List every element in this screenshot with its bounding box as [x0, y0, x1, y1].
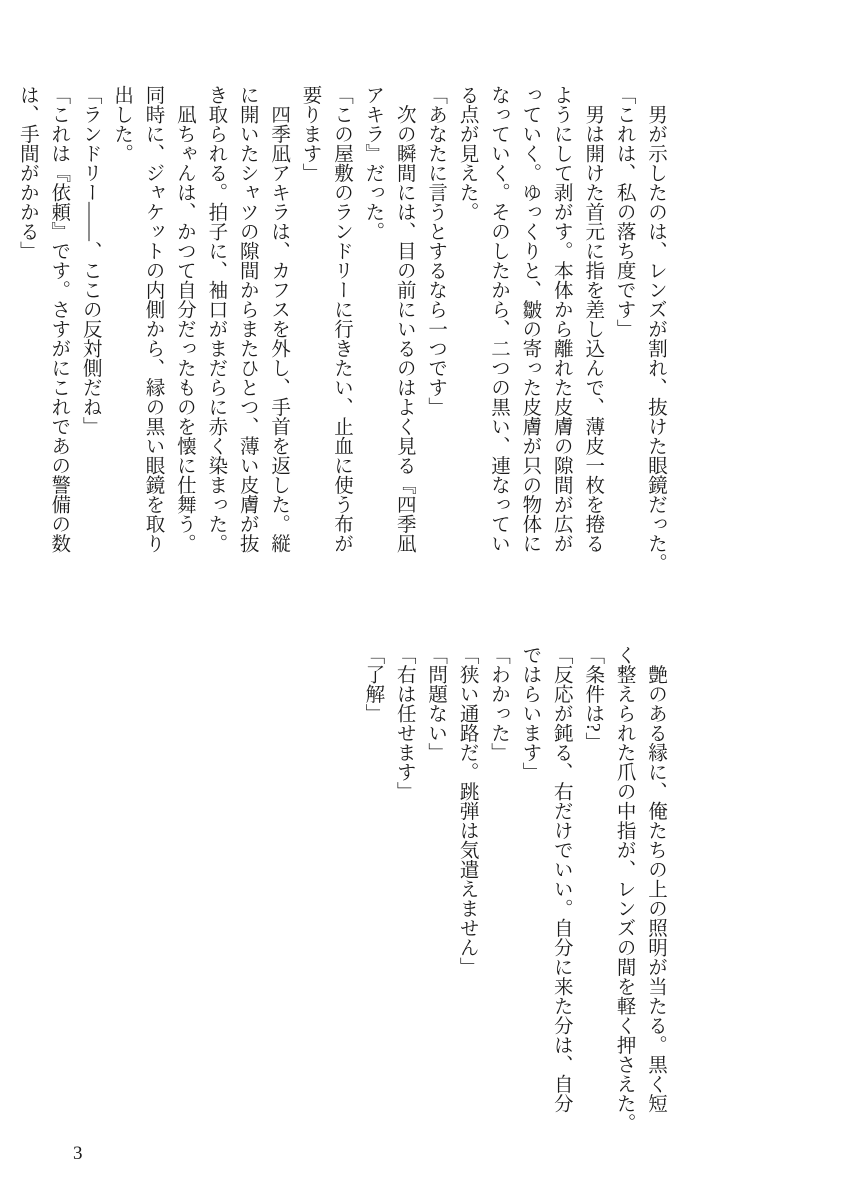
text-line: 「ランドリー――、ここの反対側だね」 — [79, 85, 101, 436]
text-line: 次の瞬間には、目の前にいるのはよく見る『四季凪 — [393, 85, 415, 553]
text-line: は、手間がかかる」 — [16, 85, 38, 261]
text-line: 「狭い通路だ。跳弾は気遣えません」 — [456, 645, 478, 977]
text-line: 男が示したのは、レンズが割れ、抜けた眼鏡だった。 — [645, 85, 666, 573]
text-line: 要ります」 — [299, 85, 321, 183]
text-line: ようにして剥がす。本体から離れた皮膚の隙間が広が — [550, 85, 572, 553]
text-line: 「了解」 — [362, 645, 384, 723]
text-line: 「問題ない」 — [425, 645, 447, 762]
text-line: 男は開けた首元に指を差し込んで、薄皮一枚を捲る — [582, 85, 604, 553]
text-line: アキラ』だった。 — [362, 85, 384, 241]
text-line: なっていく。そのしたから、二つの黒い、連なってい — [487, 85, 509, 553]
text-line: る点が見えた。 — [456, 85, 478, 222]
text-line: 「右は任せます」 — [393, 645, 415, 801]
text-line: 同時に、ジャケットの内側から、縁の黒い眼鏡を取り — [142, 85, 164, 553]
text-line: 凪ちゃんは、かつて自分だったものを懐に仕舞う。 — [173, 85, 195, 553]
text-block-top — [11, 85, 737, 585]
text-line: 出した。 — [111, 85, 133, 163]
page-number: 3 — [73, 1143, 83, 1164]
text-line: ではらいます」 — [519, 645, 541, 782]
text-line: 「あなたに言うとするなら一つです」 — [425, 85, 447, 417]
text-line: き取られる。拍子に、袖口がまだらに赤く染まった。 — [205, 85, 227, 553]
text-line: 「これは『依頼』です。さすがにこれであの警備の数 — [48, 85, 70, 553]
text-line: 「これは、私の落ち度です」 — [613, 85, 635, 339]
text-line: 「条件は?」 — [582, 645, 604, 752]
text-block-bottom — [357, 645, 737, 1145]
text-line: 四季凪アキラは、カフスを外し、手首を返した。縦 — [268, 85, 290, 553]
text-line: く整えられた爪の中指が、レンズの間を軽く押さえた。 — [613, 645, 635, 1133]
text-line: 「この屋敷のランドリーに行きたい、止血に使う布が — [330, 85, 352, 553]
text-line: 「わかった」 — [487, 645, 509, 762]
text-line: っていく。ゆっくりと、皺の寄った皮膚が只の物体に — [519, 85, 541, 553]
text-line: に開いたシャツの隙間からまたひとつ、薄い皮膚が抜 — [236, 85, 258, 553]
text-line: 艶のある縁に、俺たちの上の照明が当たる。黒く短 — [645, 645, 666, 1113]
text-line: 「反応が鈍る、右だけでいい。自分に来た分は、自分 — [550, 645, 572, 1113]
